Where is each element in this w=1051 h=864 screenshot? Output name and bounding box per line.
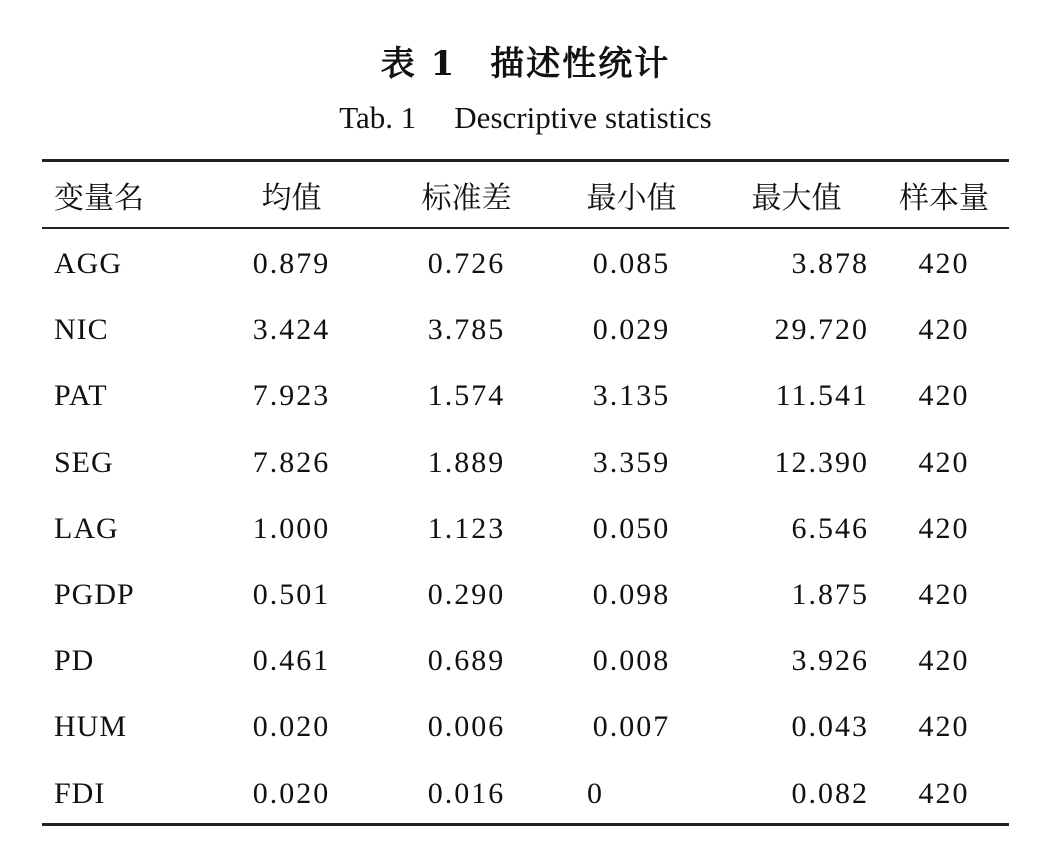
cell-mean: 7.923	[252, 379, 331, 413]
cell-mean: 7.826	[252, 445, 331, 479]
cell-max: 6.546	[791, 511, 869, 545]
cell-n: 420	[918, 445, 970, 479]
column-header-variable: 变量名	[54, 180, 144, 216]
cell-min: 0.098	[592, 578, 671, 612]
cell-min: 0	[587, 776, 604, 810]
table-row	[42, 297, 1009, 363]
cell-n: 420	[918, 313, 970, 347]
cell-n: 420	[918, 379, 970, 413]
cell-n: 420	[918, 776, 970, 810]
cell-min: 0.007	[592, 710, 671, 744]
cell-variable: PAT	[54, 379, 108, 413]
cell-variable: LAG	[54, 511, 119, 545]
table-title-chinese	[0, 36, 1051, 85]
column-header-min: 最小值	[586, 180, 677, 216]
cell-max: 3.926	[791, 644, 869, 678]
cell-std: 0.290	[427, 578, 506, 612]
cell-max: 3.878	[791, 247, 869, 281]
cell-min: 0.085	[592, 247, 671, 281]
cell-variable: AGG	[54, 247, 122, 281]
cell-variable: NIC	[54, 313, 109, 347]
table-header-row	[42, 162, 1009, 227]
cell-n: 420	[918, 578, 970, 612]
cell-max: 1.875	[791, 578, 869, 612]
table-row	[42, 562, 1009, 628]
table-title-english-text: Descriptive statistics	[454, 100, 712, 135]
table-row	[42, 761, 1009, 827]
cell-min: 3.135	[592, 379, 671, 413]
cell-min: 0.008	[592, 644, 671, 678]
cell-n: 420	[918, 710, 970, 744]
cell-min: 3.359	[592, 445, 671, 479]
table-row	[42, 363, 1009, 429]
cell-max: 0.082	[791, 776, 869, 810]
cell-max: 12.390	[774, 445, 869, 479]
cell-std: 0.006	[427, 710, 506, 744]
cell-std: 0.689	[427, 644, 506, 678]
cell-variable: PGDP	[54, 578, 135, 612]
descriptive-statistics-table	[42, 162, 1009, 827]
cell-std: 3.785	[427, 313, 506, 347]
cell-mean: 3.424	[252, 313, 331, 347]
cell-std: 0.726	[427, 247, 506, 281]
cell-variable: PD	[54, 644, 95, 678]
table-row	[42, 628, 1009, 694]
column-header-max: 最大值	[751, 180, 842, 216]
cell-min: 0.029	[592, 313, 671, 347]
cell-max: 11.541	[775, 379, 869, 413]
cell-std: 1.574	[427, 379, 506, 413]
table-title-english	[0, 100, 1051, 136]
column-header-n: 样本量	[899, 180, 989, 216]
cell-mean: 0.501	[252, 578, 331, 612]
cell-mean: 0.020	[252, 710, 331, 744]
cell-min: 0.050	[592, 511, 671, 545]
table-row	[42, 227, 1009, 297]
cell-n: 420	[918, 247, 970, 281]
column-header-std: 标准差	[421, 180, 512, 216]
cell-variable: HUM	[54, 710, 128, 744]
cell-std: 0.016	[427, 776, 506, 810]
table-title-chinese-text: 描述性统计	[490, 44, 671, 84]
table-row	[42, 430, 1009, 496]
cell-std: 1.889	[427, 445, 506, 479]
cell-max: 29.720	[774, 313, 869, 347]
cell-mean: 1.000	[252, 511, 331, 545]
table-row	[42, 496, 1009, 562]
cell-mean: 0.020	[252, 776, 331, 810]
cell-n: 420	[918, 644, 970, 678]
cell-max: 0.043	[791, 710, 869, 744]
table-row	[42, 694, 1009, 760]
cell-std: 1.123	[427, 511, 506, 545]
cell-variable: FDI	[54, 776, 106, 810]
column-header-mean: 均值	[261, 180, 322, 216]
table-number-chinese: 表 1	[380, 44, 457, 84]
cell-mean: 0.461	[252, 644, 331, 678]
cell-n: 420	[918, 511, 970, 545]
cell-variable: SEG	[54, 445, 114, 479]
cell-mean: 0.879	[252, 247, 331, 281]
table-number-english: Tab. 1	[339, 100, 417, 135]
